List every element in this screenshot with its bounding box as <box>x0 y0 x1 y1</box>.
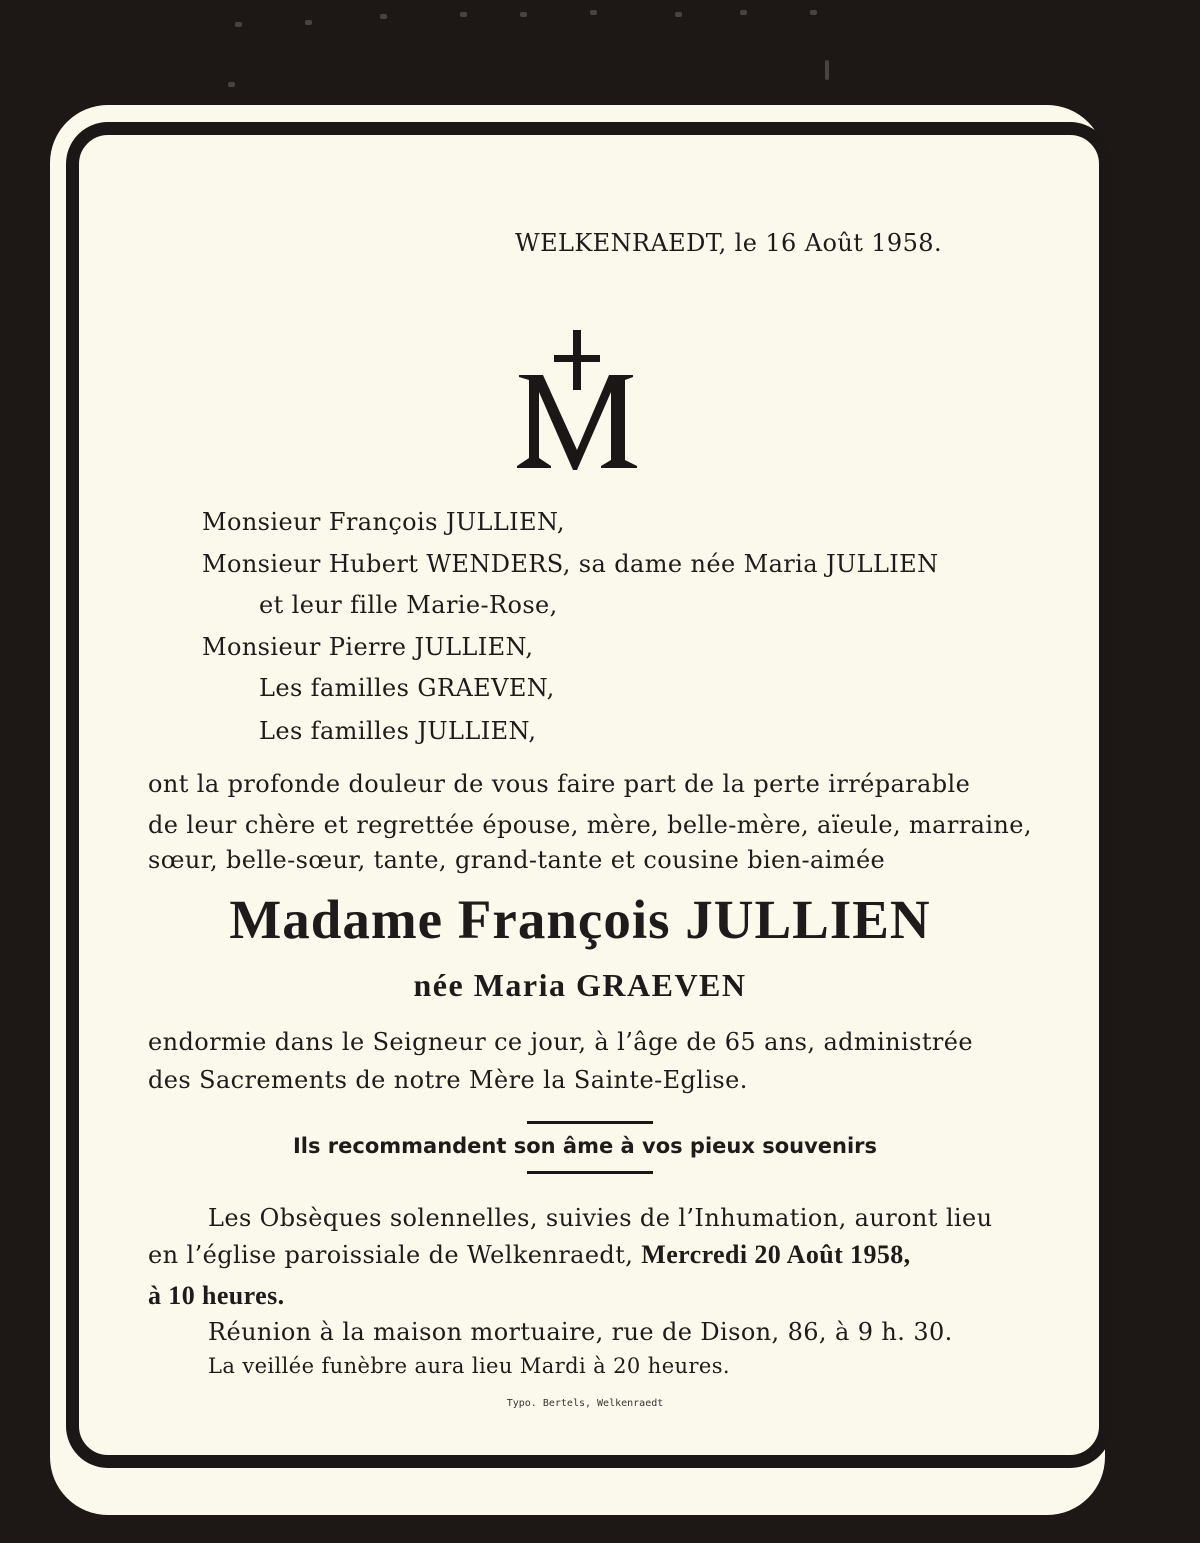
hole <box>810 10 817 15</box>
cross-m-monogram-icon <box>505 330 655 475</box>
announcement-line-3: sœur, belle-sœur, tante, grand-tante et cousine bien-aimée <box>148 846 886 874</box>
hole <box>305 20 312 25</box>
funeral-line-3 <box>148 1281 285 1311</box>
funeral-church: en l’église paroissiale de Welkenraedt, <box>148 1241 634 1269</box>
family-line-2: Monsieur Hubert WENDERS, sa dame née Maria JULLIEN <box>202 550 939 578</box>
hole <box>380 14 387 19</box>
divider-top <box>527 1121 653 1124</box>
deceased-maiden-name: née Maria GRAEVEN <box>413 967 747 1003</box>
funeral-line-1: Les Obsèques solennelles, suivies de l’Inhumation, auront lieu <box>208 1204 993 1232</box>
binding-holes <box>220 0 860 110</box>
announcement-line-2: de leur chère et regrettée épouse, mère, belle-mère, aïeule, marraine, <box>148 811 1032 839</box>
hole <box>228 82 235 87</box>
family-line-6: Les familles JULLIEN, <box>259 717 537 745</box>
family-line-3: et leur fille Marie-Rose, <box>259 591 558 619</box>
funeral-time: à 10 heures. <box>148 1281 285 1310</box>
family-line-4: Monsieur Pierre JULLIEN, <box>202 633 534 661</box>
funeral-line-2 <box>148 1240 911 1270</box>
printer-credit: Typo. Bertels, Welkenraedt <box>506 1398 664 1409</box>
hole <box>675 12 682 17</box>
family-line-1: Monsieur François JULLIEN, <box>202 508 565 536</box>
vigil-line: La veillée funèbre aura lieu Mardi à 20 heures. <box>208 1354 730 1378</box>
hole <box>520 12 527 17</box>
hole <box>825 60 829 80</box>
family-line-5: Les familles GRAEVEN, <box>259 674 555 702</box>
death-notice-line-2: des Sacrements de notre Mère la Sainte-Eglise. <box>148 1066 748 1094</box>
announcement-line-1: ont la profonde douleur de vous faire part de la perte irréparable <box>148 770 971 798</box>
hole <box>740 10 747 15</box>
hole <box>460 12 467 17</box>
recommendation: Ils recommandent son âme à vos pieux souvenirs <box>292 1134 878 1158</box>
date-line: WELKENRAEDT, le 16 Août 1958. <box>515 229 942 257</box>
divider-bottom <box>527 1171 653 1174</box>
death-notice-line-1: endormie dans le Seigneur ce jour, à l’âge de 65 ans, administrée <box>148 1028 973 1056</box>
hole <box>235 22 242 27</box>
hole <box>590 10 597 15</box>
funeral-date: Mercredi 20 Août 1958, <box>641 1240 911 1269</box>
gathering-line: Réunion à la maison mortuaire, rue de Dison, 86, à 9 h. 30. <box>208 1318 953 1346</box>
deceased-name: Madame François JULLIEN <box>229 889 931 950</box>
